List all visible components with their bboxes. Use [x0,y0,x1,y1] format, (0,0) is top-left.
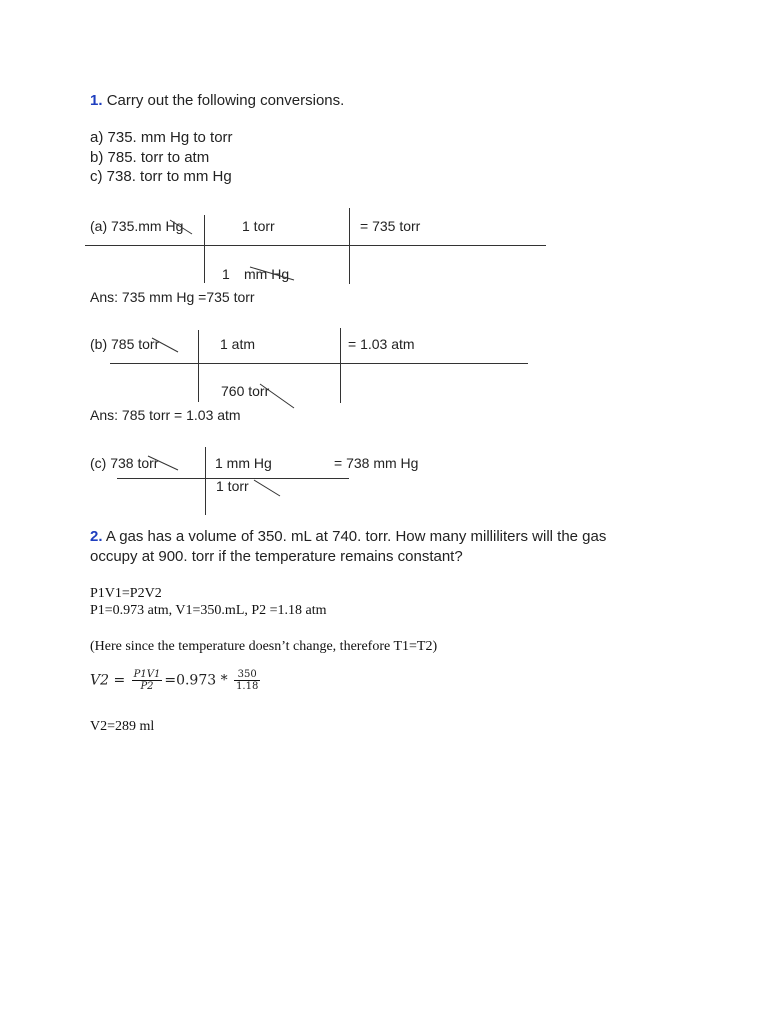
equation-values-denominator: 1.18 [236,681,259,692]
table-c-column-line [205,447,206,515]
equation [90,669,262,692]
temperature-note: (Here since the temperature doesn’t change, therefore T1=T2) [90,639,438,654]
table-b-denominator: 760 torr [221,383,270,399]
equation-lhs: V2 = [90,672,126,689]
conversion-item-c: c) 738. torr to mm Hg [90,168,232,185]
question-2-text-line1: A gas has a volume of 350. mL at 740. torr. How many milliliters will the gas [105,528,607,545]
question-1-text: Carry out the following conversions. [106,92,345,109]
table-a-divider [85,245,546,246]
equation-fraction [132,669,163,692]
table-c-result: = 738 mm Hg [334,455,419,471]
cancel-mark-torr [150,336,182,356]
conversion-item-a: a) 735. mm Hg to torr [90,129,233,146]
table-a-result: = 735 torr [360,218,421,234]
cancel-mark-mmhg-denominator [248,264,298,284]
cancel-mark-torr-c [146,454,182,474]
boyle-law-formula: P1V1=P2V2 [90,586,162,601]
table-c-numerator: 1 mm Hg [215,455,272,471]
question-1 [90,92,344,109]
table-a-given: (a) 735.mm Hg [90,218,184,234]
equation-middle: =0.973 * [164,672,228,689]
table-c-given: (c) 738 torr [90,455,159,471]
cancel-mark-torr-denominator [258,382,298,412]
question-2 [90,528,606,545]
answer-b: Ans: 785 torr = 1.03 atm [90,407,241,423]
cancel-mark-torr-c-denominator [252,478,284,500]
table-b-column-line-1 [198,330,199,402]
question-1-number: 1. [90,92,103,109]
table-a-column-line-1 [204,215,205,283]
question-2-text-line2: occupy at 900. torr if the temperature remains constant? [90,548,463,565]
equation-fraction-denominator: P2 [140,681,154,692]
conversion-item-b: b) 785. torr to atm [90,149,210,166]
table-a-denominator-number: 1 [222,266,230,282]
table-c-denominator: 1 torr [216,478,249,494]
table-b-column-line-2 [340,328,341,403]
table-a-numerator: 1 torr [242,218,275,234]
table-a-denominator-unit: mm Hg [244,266,290,282]
cancel-mark-mmhg [168,218,196,238]
answer-a: Ans: 735 mm Hg =735 torr [90,289,255,305]
question-2-number: 2. [90,528,103,545]
equation-fraction-numerator: P1V1 [133,669,161,680]
final-answer: V2=289 ml [90,719,155,734]
equation-fraction-values [234,669,260,692]
given-values: P1=0.973 atm, V1=350.mL, P2 =1.18 atm [90,603,327,618]
table-b-numerator: 1 atm [220,336,256,352]
equation-values-numerator: 350 [234,669,260,681]
table-b-result: = 1.03 atm [348,336,415,352]
table-a-column-line-2 [349,208,350,284]
table-b-given: (b) 785 torr [90,336,160,352]
table-b-divider [110,363,528,364]
